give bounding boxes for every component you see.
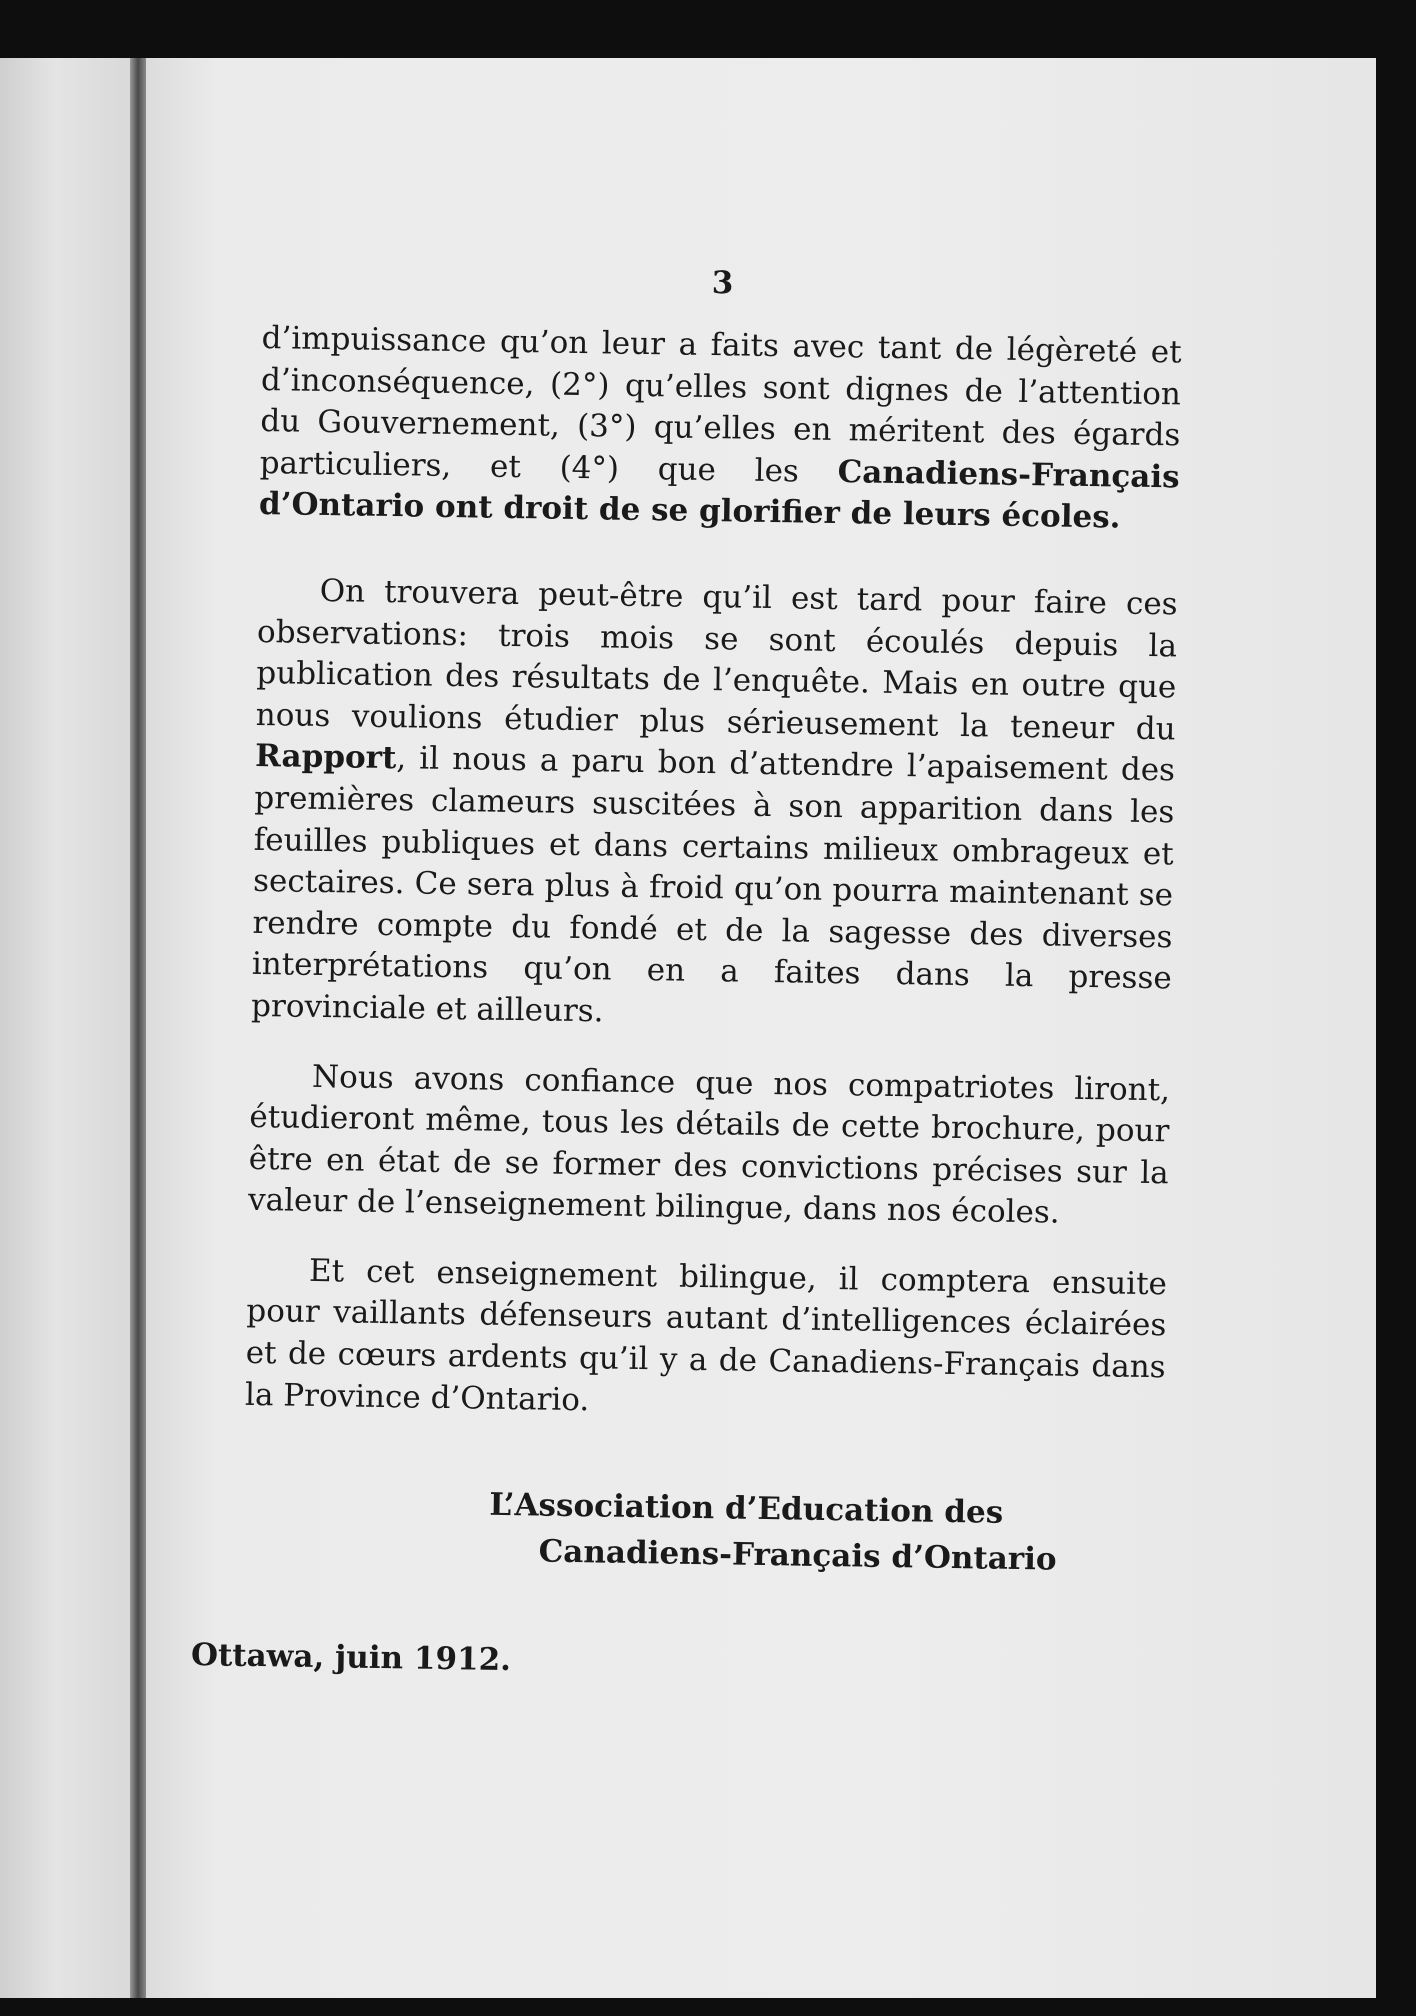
book-binding: [130, 58, 146, 1998]
page-text: [190, 265, 1182, 1692]
paragraph-3: Nous avons confiance que nos compatriotes liront, étudieront même, tous les détails de cette brochure, pour être en état de se former des convictions précises sur la valeur de l’enseignement bilingue, dans nos écoles.: [247, 1058, 1171, 1231]
signature-block: [242, 1478, 1163, 1584]
paragraph-2-emphasis: Rapport: [254, 738, 397, 777]
page-number: 3: [711, 265, 734, 302]
left-page-edge: [0, 58, 138, 1998]
signature-line-2: Canadiens-Français d’Ontario: [538, 1533, 1057, 1578]
paragraph-1-text: d’impuissance qu’on leur a faits avec tant de légèreté et d’inconséquence, (2°) qu’elles sont dignes de l’attention du Gouvernement, (3°) qu’elles en méritent des égards particuliers, et (4°) que les: [259, 319, 1182, 490]
paragraph-4: Et cet enseignement bilingue, il comptera ensuite pour vaillants défenseurs autant d’intelligences éclairées et de cœurs ardents qu’il y a de Canadiens-Français dans la Province d’Ontario.: [244, 1252, 1168, 1418]
paragraph-2-text-a: On trouvera peut-être qu’il est tard pour faire ces observations: trois mois se sont écoulés depuis la publication des résultats de l’enquête. Mais en outre que nous voulions étudier plus sérieusement la teneur du: [255, 572, 1178, 748]
date-line: Ottawa, juin 1912.: [190, 1637, 512, 1679]
paragraph-1: [259, 318, 1182, 540]
paragraph-2-text-b: , il nous a paru bon d’attendre l’apaisement des premières clameurs suscitées à son apparition dans les feuilles publiques et dans certains milieux ombrageux et sectaires. Ce sera plus à froid qu’on pourra maintenant se rendre compte du fondé et de la sagesse des diverses interprétations qu’on en a faites dans la presse provinciale et ailleurs.: [250, 740, 1176, 1030]
signature-line-1: L’Association d’Education des: [489, 1486, 1004, 1532]
page-border: [1376, 58, 1416, 1998]
paragraph-2: [251, 570, 1178, 1042]
paragraph-1-emphasis: Canadiens-Français d’Ontario ont droit de se glorifier de leurs écoles.: [258, 453, 1180, 536]
